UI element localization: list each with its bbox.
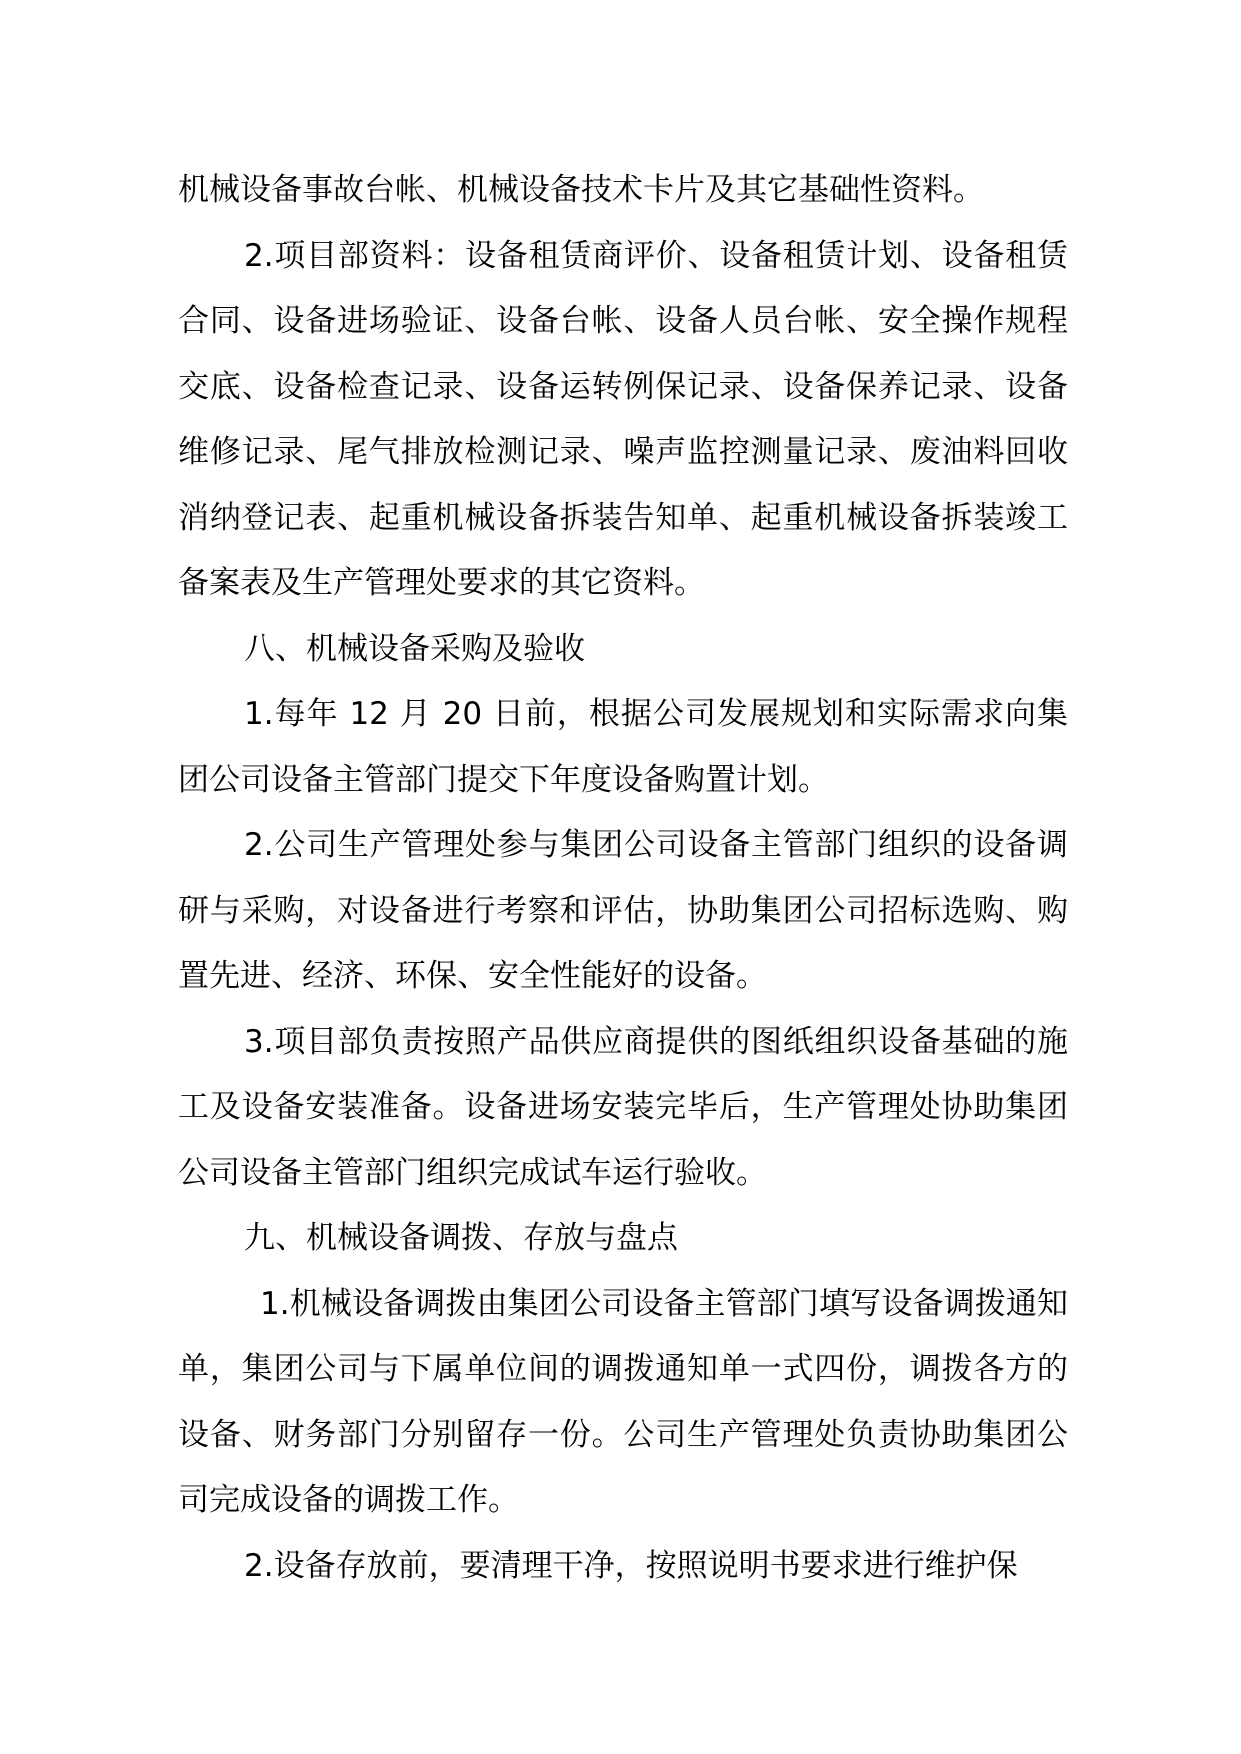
section-heading-allocation: 九、机械设备调拨、存放与盘点 bbox=[244, 1220, 678, 1256]
paragraph-installation-acceptance: 3.项目部负责按照产品供应商提供的图纸组织设备基础的施工及设备安装准备。设备进场安装完毕后，生产管理处协助集团公司设备主管部门组织完成试车运行验收。 bbox=[178, 1023, 1068, 1191]
paragraph-allocation-notice: 1.机械设备调拨由集团公司设备主管部门填写设备调拨通知单，集团公司与下属单位间的调拨通知单一式四份，调拨各方的设备、财务部门分别留存一份。公司生产管理处负责协助集团公司完成设备的调拨工作。 bbox=[178, 1285, 1068, 1518]
paragraph-procurement-participation: 2.公司生产管理处参与集团公司设备主管部门组织的设备调研与采购，对设备进行考察和评估，协助集团公司招标选购、购置先进、经济、环保、安全性能好的设备。 bbox=[178, 827, 1068, 994]
paragraph-annual-plan: 1.每年 12 月 20 日前，根据公司发展规划和实际需求向集团公司设备主管部门提交下年度设备购置计划。 bbox=[178, 696, 1068, 798]
section-heading-procurement: 八、机械设备采购及验收 bbox=[244, 630, 585, 667]
document-body bbox=[178, 158, 1068, 1599]
paragraph-continuation: 机械设备事故台帐、机械设备技术卡片及其它基础性资料。 bbox=[178, 172, 984, 208]
paragraph-storage: 2.设备存放前，要清理干净，按照说明书要求进行维护保 bbox=[244, 1547, 1018, 1584]
paragraph-project-materials: 2.项目部资料：设备租赁商评价、设备租赁计划、设备租赁合同、设备进场验证、设备台帐、设备人员台帐、安全操作规程交底、设备检查记录、设备运转例保记录、设备保养记录、设备维修记录、尾气排放检测记录、噪声监控测量记录、废油料回收消纳登记表、起重机械设备拆装告知单、起重机械设备拆装竣工备案表及生产管理处要求的其它资料。 bbox=[178, 237, 1068, 601]
